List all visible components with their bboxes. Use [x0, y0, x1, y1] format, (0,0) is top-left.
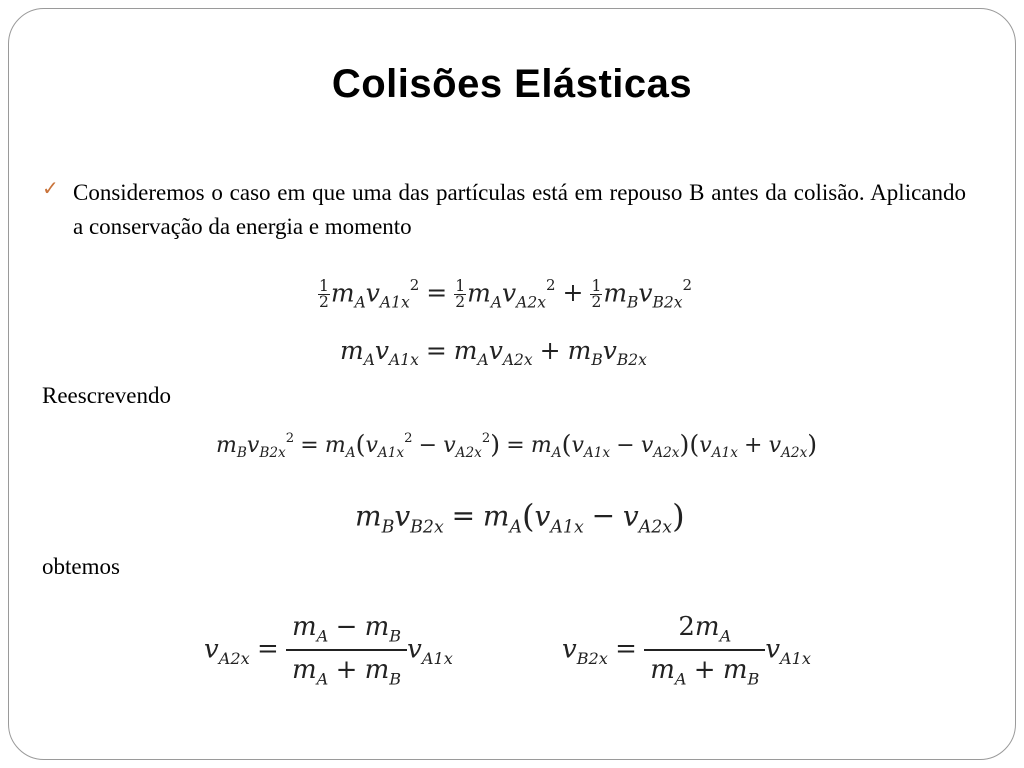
equation-energy-conservation: $\frac{1}{2}$ $m_Av_{A1x}^2$ = $\frac{1}{2}$ $m_Av_{A2x}^2$ + $\frac{1}{2}$ $m_Bv_{B2x}^2$: [319, 276, 693, 312]
equation-momentum-conservation: $m_Av_{A1x} = m_Av_{A2x} + m_Bv_{B2x}$: [340, 336, 647, 370]
checkmark-icon: ✓: [42, 176, 59, 200]
equation-rewritten-momentum: $m_Bv_{B2x} = m_A(v_{A1x} - v_{A2x})$: [355, 497, 685, 538]
label-obtemos: obtemos: [42, 554, 120, 579]
bullet-text: Consideremos o caso em que uma das partículas está em repouso B antes da colisão. Aplicando a conservação da energia e momento: [73, 180, 966, 239]
slide-title: Colisões Elásticas: [331, 62, 693, 106]
equation-final-velocity-a: $v_{A2x}$ = $\frac{m_A - m_B}{m_A + m_B}$ $v_{A1x}$: [204, 612, 453, 689]
equation-final-velocity-b: $v_{B2x}$ = $\frac{2m_A}{m_A + m_B}$ $v_{A1x}$: [562, 612, 812, 689]
equation-rewritten-energy: $m_Bv_{B2x}^2 = m_A(v_{A1x}^2 - v_{A2x}^2) = m_A(v_{A1x} - v_{A2x})(v_{A1x} + v_{A2x})$: [216, 430, 818, 462]
bullet-item: [42, 176, 966, 244]
label-reescrevendo: Reescrevendo: [42, 383, 171, 408]
